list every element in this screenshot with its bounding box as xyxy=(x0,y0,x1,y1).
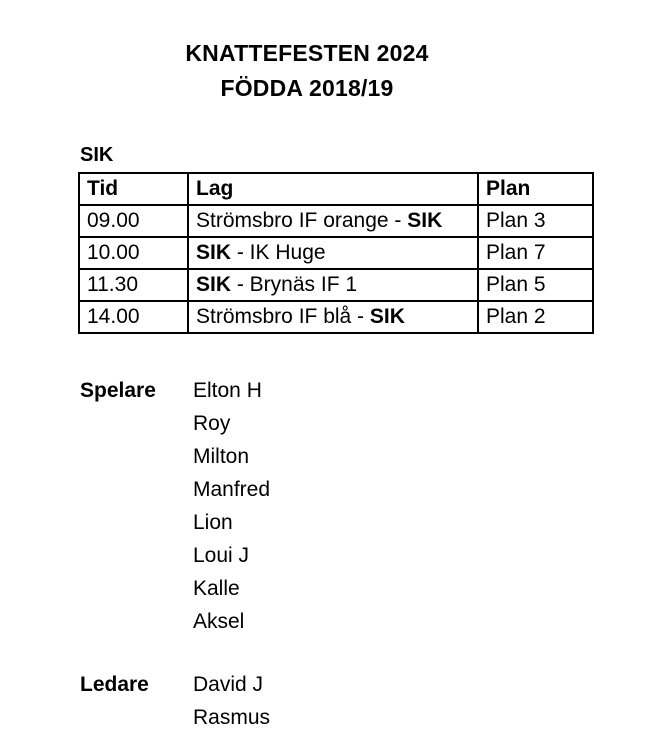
lag-team-bold: SIK xyxy=(407,209,443,232)
lag-suffix: - Brynäs IF 1 xyxy=(231,273,358,296)
title-block xyxy=(0,0,614,106)
header-cell-tid: Tid xyxy=(79,173,188,205)
lag-suffix: - IK Huge xyxy=(231,241,326,264)
cell-lag xyxy=(188,237,478,269)
players-label: Spelare xyxy=(80,379,156,402)
leader-name: David J xyxy=(193,673,264,696)
cell-lag xyxy=(188,301,478,333)
lag-team-bold: SIK xyxy=(196,273,232,296)
leaders-list xyxy=(193,668,270,734)
leaders-label: Ledare xyxy=(80,673,149,696)
players-section xyxy=(80,374,648,638)
cell-tid: 14.00 xyxy=(79,301,188,333)
cell-tid: 09.00 xyxy=(79,205,188,237)
cell-tid: 11.30 xyxy=(79,269,188,301)
team-heading: SIK xyxy=(80,144,114,166)
title-line-2: FÖDDA 2018/19 xyxy=(220,75,394,101)
cell-plan: Plan 5 xyxy=(478,269,593,301)
table-row xyxy=(79,301,593,333)
header-cell-lag: Lag xyxy=(188,173,478,205)
player-name: Kalle xyxy=(193,577,240,600)
table-row xyxy=(79,269,593,301)
table-row xyxy=(79,205,593,237)
schedule-table xyxy=(78,172,594,334)
players-list xyxy=(193,374,270,638)
table-row xyxy=(79,237,593,269)
cell-lag xyxy=(188,269,478,301)
player-name: Aksel xyxy=(193,610,245,633)
leader-name: Rasmus xyxy=(193,706,271,729)
cell-tid: 10.00 xyxy=(79,237,188,269)
header-cell-plan: Plan xyxy=(478,173,593,205)
cell-plan: Plan 3 xyxy=(478,205,593,237)
player-name: Lion xyxy=(193,511,233,534)
table-header-row xyxy=(79,173,593,205)
player-name: Milton xyxy=(193,445,250,468)
player-name: Elton H xyxy=(193,379,262,402)
cell-lag xyxy=(188,205,478,237)
lag-team-bold: SIK xyxy=(196,241,232,264)
player-name: Manfred xyxy=(193,478,271,501)
cell-plan: Plan 2 xyxy=(478,301,593,333)
cell-plan: Plan 7 xyxy=(478,237,593,269)
title-line-1: KNATTEFESTEN 2024 xyxy=(185,40,429,66)
player-name: Loui J xyxy=(193,544,250,567)
lag-prefix: Strömsbro IF blå - xyxy=(196,305,370,328)
lag-prefix: Strömsbro IF orange - xyxy=(196,209,408,232)
player-name: Roy xyxy=(193,412,231,435)
leaders-section xyxy=(80,668,648,734)
lag-team-bold: SIK xyxy=(369,305,405,328)
